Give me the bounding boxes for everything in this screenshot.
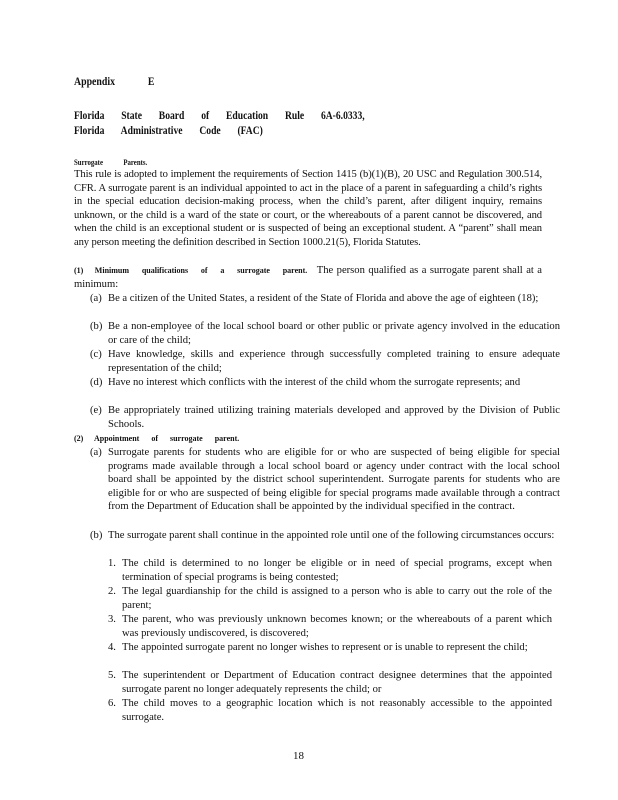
section-1 [74,264,542,291]
section-1-label: Minimum qualifications of a surrogate parent. [94,266,308,275]
sub-text: The child is determined to no longer be eligible or in need of special programs, except when termination of special programs is being contested; [122,558,552,583]
section-2-number: (2) [74,434,84,443]
rule-title [74,108,365,138]
list-item [90,292,560,306]
list-text: Be appropriately trained utilizing training materials developed and approved by the Division of Public Schools. [108,405,560,430]
rule-title-line-1: Florida State Board of Education Rule 6A-6.0333, [74,108,365,122]
list-marker: (b) [90,530,103,541]
sub-marker: 3. [108,614,116,625]
appendix-word: Appendix [74,74,116,88]
sub-marker: 2. [108,586,116,597]
appendix-letter: E [147,74,155,88]
page-number: 18 [293,750,304,762]
list-text: The surrogate parent shall continue in the appointed role until one of the following circumstances occurs: [108,530,555,541]
sub-item [108,697,552,724]
list-text: Have knowledge, skills and experience through successfully completed training to ensure adequate representation of the child; [108,349,560,374]
section-heading: Surrogate Parents. [74,158,148,167]
sub-marker: 4. [108,642,116,653]
list-item [90,376,560,390]
list-marker: (a) [90,447,102,458]
sub-marker: 5. [108,670,116,681]
list-item [90,446,560,514]
section-1-number: (1) [74,266,84,275]
sub-item [108,557,552,584]
sub-text: The superintendent or Department of Education contract designee determines that the appointed surrogate parent no longer adequately represents the child; or [122,670,552,695]
sub-item [108,585,552,612]
list-marker: (b) [90,321,103,332]
rule-title-line-2: Florida Administrative Code (FAC) [74,123,263,137]
section-2-label: Appointment of surrogate parent. [93,434,240,443]
sub-text: The parent, who was previously unknown becomes known; or the whereabouts of a parent which was previously undiscovered, is discovered; [122,614,552,639]
list-marker: (c) [90,349,102,360]
list-marker: (a) [90,293,102,304]
list-item [90,404,560,431]
list-text: Be a non-employee of the local school board or other public or private agency involved in the education or care of the child; [108,321,560,346]
section-1-text: The person qualified as a surrogate parent shall at a minimum: [74,265,543,290]
intro-paragraph: This rule is adopted to implement the requirements of Section 1415 (b)(1)(B), 20 USC and Regulation 300.514, CFR. A surrogate parent is an individual appointed to act in the place of a parent in safeguarding a child’s rights in the special education decision-making process, when the child’s parent, after diligent inquiry, remains unknown, or the child is a ward of the state or court, or the whereabouts of a parent cannot be discovered, and when the child is an exceptional student or is suspected of being an exceptional student. A “parent” shall mean any person meeting the definition described in Section 1000.21(5), Florida Statutes. [74,169,542,248]
sub-marker: 6. [108,698,116,709]
sub-text: The appointed surrogate parent no longer wishes to represent or is unable to represent the child; [122,642,528,653]
list-marker: (d) [90,377,103,388]
section-2 [74,432,542,446]
list-item [90,320,560,347]
sub-marker: 1. [108,558,116,569]
sub-item [108,641,552,655]
list-text: Surrogate parents for students who are eligible for or who are suspected of being eligible for special programs made available through a local school board or agency under contract with the local school board shall be appointed by the district school superintendent. Surrogate parents for students who are eligible for or who are suspected of being eligible for special programs made available through a contract from the Department of Education shall be appointed by the individual specified in the contract. [108,447,560,513]
sub-text: The child moves to a geographic location which is not reasonably accessible to the appointed surrogate. [122,698,552,723]
sub-item [108,613,552,640]
list-marker: (e) [90,405,102,416]
sub-text: The legal guardianship for the child is assigned to a person who is able to carry out the role of the parent; [122,586,552,611]
sub-item [108,669,552,696]
list-item [90,348,560,375]
list-text: Have no interest which conflicts with the interest of the child whom the surrogate represents; and [108,377,521,388]
list-text: Be a citizen of the United States, a resident of the State of Florida and above the age of eighteen (18); [108,293,539,304]
list-item [90,529,560,543]
appendix-heading [74,74,154,89]
